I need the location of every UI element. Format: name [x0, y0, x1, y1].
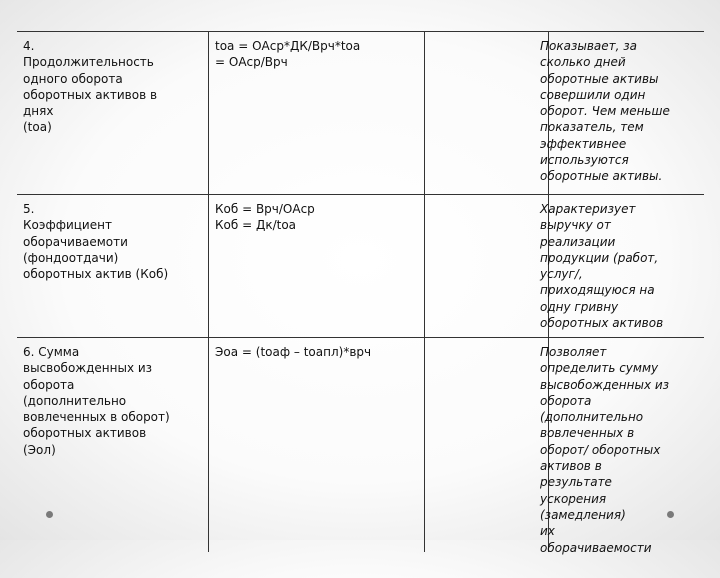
indicator-cell: 6. Сумма высвобожденных из оборота (дополнительно вовлеченных в оборот) оборотных активов (Эол) [23, 345, 170, 457]
table-row [17, 195, 704, 338]
description-cell: Позволяет определить сумму высвобожденных из оборота (дополнительно вовлеченных в оборот/ оборотных активов в результате ускорения (замедления) их оборачиваемости [540, 345, 670, 555]
formula-cell: Эоа = (toaф – toaпл)*врч [215, 345, 372, 359]
description-cell: Характеризует выручку от реализации продукции (работ, услуг/, приходящуюся на одну гривну оборотных активов [540, 202, 664, 331]
description-cell: Показывает, за сколько дней оборотные активы совершили один оборот. Чем меньше показатель, тем эффективнее используются оборотные активы. [540, 39, 670, 184]
table-row [17, 338, 704, 578]
decorative-dot-icon [667, 511, 674, 518]
indicators-table [17, 31, 704, 555]
decorative-dot-icon [46, 511, 53, 518]
table-row [17, 32, 704, 195]
indicator-cell: 5. Коэффициент оборачиваемоти (фондоотдачи) оборотных актив (Коб) [23, 202, 169, 282]
indicator-cell: 4. Продолжительность одного оборота оборотных активов в днях (toa) [23, 39, 158, 135]
formula-cell: Коб = Врч/ОАср Коб = Дк/toa [215, 202, 315, 233]
formula-cell: toa = ОАср*ДК/Врч*toa = ОАср/Врч [215, 39, 361, 70]
